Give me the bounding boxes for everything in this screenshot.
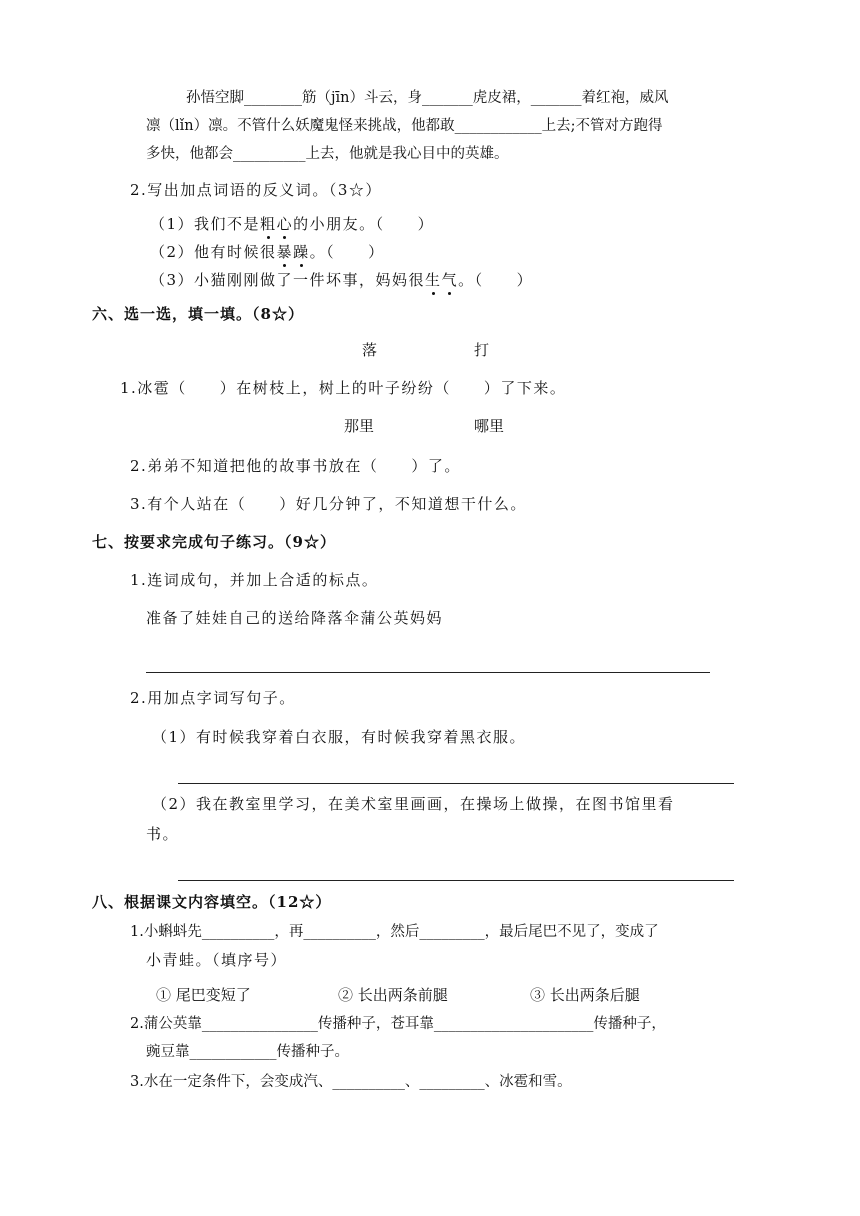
fill-question-2: 2.弟弟不知道把他的故事书放在（ ）了。 (130, 457, 461, 475)
sentence-question-1: 1.连词成句，并加上合适的标点。 (130, 571, 379, 589)
scrambled-words: 准备了娃娃自己的送给降落伞蒲公英妈妈 (146, 609, 444, 627)
word-option: 打 (474, 341, 490, 359)
sequence-option: ③ 长出两条后腿 (530, 986, 640, 1004)
antonym-item-1 (150, 214, 434, 234)
passage-line-2: 凛（lǐn）凛。不管什么妖魔鬼怪来挑战，他都敢____________上去;不管对方跑得 (146, 118, 663, 134)
question-antonyms-title: 2.写出加点词语的反义词。（3☆） (130, 181, 382, 199)
answer-line[interactable] (146, 672, 710, 673)
antonym-item-2-suffix: 。（ ） (309, 243, 385, 261)
passage-line-3: 多快，他都会__________上去，他就是我心目中的英雄。 (146, 146, 509, 162)
passage-line-1: 孙悟空脚________筋（jīn）斗云，身_______虎皮裙，_______着红袍，威风 (186, 90, 669, 106)
text-fill-question-1-line-2: 小青蛙。（填序号） (146, 951, 288, 969)
word-option: 落 (362, 341, 378, 359)
text-fill-question-2-line-1: 2.蒲公英靠________________传播种子，苍耳靠______________________传播种子， (130, 1016, 666, 1032)
section-6-heading: 六、选一选，填一填。（8☆） (92, 305, 304, 323)
word-option: 哪里 (474, 417, 505, 435)
sequence-option: ② 长出两条前腿 (338, 986, 448, 1004)
example-sentence-1: （1）有时候我穿着白衣服，有时候我穿着黑衣服。 (152, 728, 527, 746)
section-8-heading: 八、根据课文内容填空。（12☆） (92, 893, 332, 911)
sentence-question-2: 2.用加点字词写句子。 (130, 689, 296, 707)
antonym-item-3 (150, 270, 533, 290)
word-option: 那里 (344, 417, 375, 435)
answer-line[interactable] (178, 783, 734, 784)
fill-question-3: 3.有个人站在（ ）好几分钟了，不知道想干什么。 (130, 495, 527, 513)
dotted-char: 暴 (276, 243, 294, 261)
section-7-heading: 七、按要求完成句子练习。（9☆） (92, 533, 336, 551)
dotted-char: 心 (276, 215, 294, 233)
text-fill-question-2-line-2: 豌豆靠____________传播种子。 (146, 1044, 349, 1060)
antonym-item-2-prefix: （2）他有时候很 (150, 243, 277, 261)
answer-line[interactable] (178, 880, 734, 881)
example-sentence-2-line-2: 书。 (146, 825, 180, 843)
antonym-item-3-suffix: 。（ ） (458, 271, 534, 289)
antonym-item-1-suffix: 的小朋友。（ ） (293, 215, 435, 233)
dotted-char: 生 (425, 271, 442, 289)
text-fill-question-3: 3.水在一定条件下，会变成汽、__________、_________、冰雹和雪。 (130, 1074, 572, 1090)
antonym-item-2 (150, 242, 385, 262)
antonym-item-1-prefix: （1）我们不是 (150, 215, 261, 233)
dotted-char: 气 (441, 271, 459, 289)
example-sentence-2-line-1: （2）我在教室里学习，在美术室里画画，在操场上做操，在图书馆里看 (152, 795, 675, 813)
fill-question-1: 1.冰雹（ ）在树枝上，树上的叶子纷纷（ ）了下来。 (120, 379, 567, 397)
text-fill-question-1-line-1: 1.小蝌蚪先__________，再__________，然后_________，最后尾巴不见了，变成了 (130, 924, 659, 940)
dotted-char: 躁 (293, 243, 310, 261)
antonym-item-3-prefix: （3）小猫刚刚做了一件坏事，妈妈很 (150, 271, 426, 289)
dotted-char: 粗 (260, 215, 277, 233)
sequence-option: ① 尾巴变短了 (156, 986, 251, 1004)
